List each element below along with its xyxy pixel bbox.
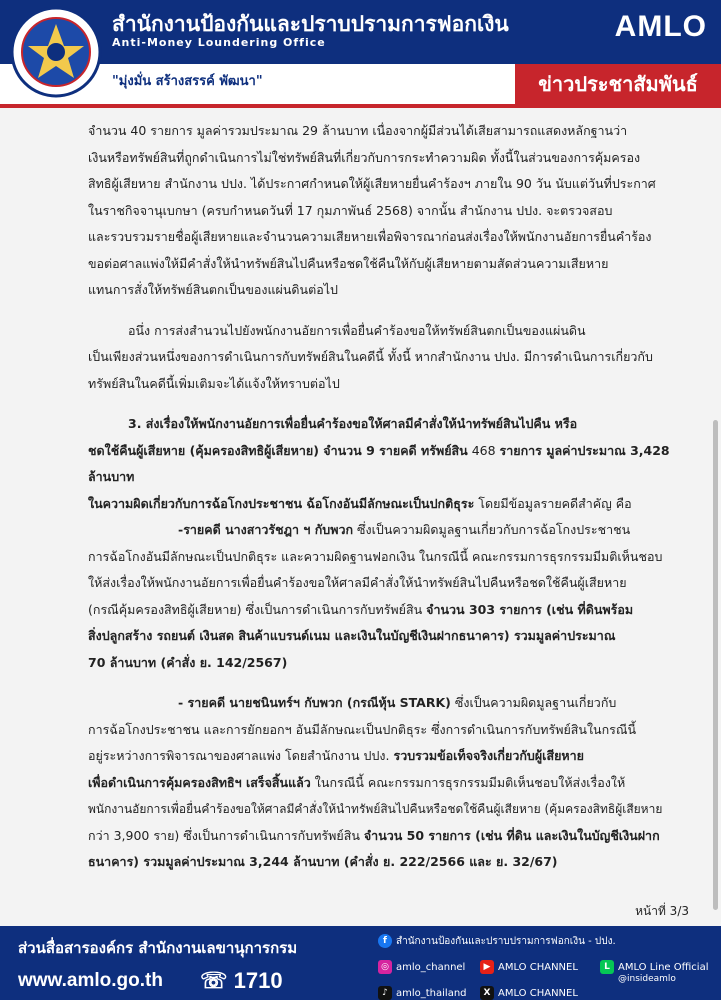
text-line: จำนวน 40 รายการ มูลค่ารวมประมาณ 29 ล้านบาท เนื่องจากผู้มีส่วนได้เสียสามารถแสดงหลักฐานว่า bbox=[88, 123, 628, 138]
text-line: แทนการสั่งให้ทรัพย์สินตกเป็นของแผ่นดินต่อไป bbox=[88, 282, 338, 297]
slogan: "มุ่งมั่น สร้างสรรค์ พัฒนา" bbox=[112, 74, 263, 89]
page-number: หน้าที่ 3/3 bbox=[635, 904, 689, 918]
header-divider bbox=[0, 104, 721, 108]
line-id: @insideamlo bbox=[618, 974, 676, 984]
line-link[interactable]: L AMLO Line Official bbox=[600, 960, 708, 974]
x-link[interactable]: X AMLO CHANNEL bbox=[480, 986, 578, 1000]
facebook-link[interactable]: f สำนักงานป้องกันและปราบปรามการฟอกเงิน - ปปง. bbox=[378, 934, 616, 949]
case-1: -รายคดี นางสาวรัชฎา ฯ กับพวก ซึ่งเป็นความผิดมูลฐานเกี่ยวกับการฉ้อโกงประชาชน การฉ้อโกงอันมีลักษณะเป็นปกติธุระ และความผิดฐานฟอกเงิน ในกรณีนี้ คณะกรรมการธุรกรรมมีมติเห็นชอบ ให้ส่งเรื่องให้พนักงานอัยการเพื่อยื่นคำร้องขอให้ศาลมีคำสั่งให้นำทรัพย์สินไปคืนหรือชดใช้คืนผู้เสียหาย (กรณีคุ้มครองสิทธิผู้เสียหาย) ซึ่งเป็นการดำเนินการกับทรัพย์สิน จำนวน 303 รายการ (เช่น ที่ดินพร้อม สิ่งปลูกสร้าง รถยนต์ เงินสด สินค้าแบรนด์เนม และเงินในบัญชีเงินฝากธนาคาร) รวมมูลค่าประมาณ 70 ล้านบาท (คำสั่ง ย. 142/2567) bbox=[88, 517, 688, 676]
youtube-icon: ▶ bbox=[480, 960, 494, 974]
text-line: พนักงานอัยการเพื่อยื่นคำร้องขอให้ศาลมีคำสั่งให้นำทรัพย์สินไปคืนหรือชดใช้คืนผู้เสียหาย (คุ้มครองสิทธิผู้เสียหาย bbox=[88, 802, 663, 816]
scrollbar[interactable] bbox=[713, 420, 718, 910]
footer-department: ส่วนสื่อสารองค์กร สำนักงานเลขานุการกรม bbox=[18, 939, 298, 957]
section-3: 3. ส่งเรื่องให้พนักงานอัยการเพื่อยื่นคำร้องขอให้ศาลมีคำสั่งให้นำทรัพย์สินไปคืน หรือ ชดใช้คืนผู้เสียหาย (คุ้มครองสิทธิผู้เสียหาย) จำนวน 9 รายคดี ทรัพย์สิน 468 รายการ มูลค่าประมาณ 3,428 ล้านบาท ในความผิดเกี่ยวกับการฉ้อโกงประชาชน ฉ้อโกงอันมีลักษณะเป็นปกติธุระ โดยมีข้อมูลรายคดีสำคัญ คือ bbox=[88, 416, 670, 511]
amlo-seal-icon bbox=[10, 6, 102, 98]
tiktok-icon: ♪ bbox=[378, 986, 392, 1000]
text-line: เงินหรือทรัพย์สินที่ถูกดำเนินการไม่ใช่ทรัพย์สินที่เกี่ยวกับการกระทำความผิด ทั้งนี้ในส่วนของการคุ้มครอง bbox=[88, 149, 641, 165]
text-line: ขอต่อศาลแพ่งให้มีคำสั่งให้นำทรัพย์สินไปคืนหรือชดใช้คืนให้กับผู้เสียหายตามสัดส่วนความเสียหาย bbox=[88, 255, 609, 271]
phone-icon: ☏ bbox=[200, 968, 234, 993]
text-line: อนึ่ง การส่งสำนวนไปยังพนักงานอัยการเพื่อยื่นคำร้องขอให้ทรัพย์สินตกเป็นของแผ่นดิน bbox=[128, 322, 586, 338]
facebook-icon: f bbox=[378, 934, 392, 948]
text-line: การฉ้อโกงอันมีลักษณะเป็นปกติธุระ และความผิดฐานฟอกเงิน ในกรณีนี้ คณะกรรมการธุรกรรมมีมติเห็นชอบ bbox=[88, 548, 663, 564]
tiktok-link[interactable]: ♪ amlo_thailand bbox=[378, 986, 467, 1000]
paragraph-2 bbox=[88, 318, 688, 398]
org-name-thai: สำนักงานป้องกันและปราบปรามการฟอกเงิน bbox=[112, 12, 509, 36]
line-icon: L bbox=[600, 960, 614, 974]
document-body bbox=[88, 118, 688, 876]
header bbox=[0, 0, 721, 108]
org-name-english: Anti-Money Loundering Office bbox=[112, 36, 326, 49]
section-3-heading: 3. ส่งเรื่องให้พนักงานอัยการเพื่อยื่นคำร้องขอให้ศาลมีคำสั่งให้นำทรัพย์สินไปคืน หรือ bbox=[128, 416, 578, 431]
case-1-title: -รายคดี นางสาวรัชฎา ฯ กับพวก bbox=[178, 522, 354, 537]
hotline-number: ☏ 1710 bbox=[200, 968, 283, 993]
x-icon: X bbox=[480, 986, 494, 1000]
brand-logo-text: AMLO bbox=[614, 10, 707, 43]
text-line: เป็นเพียงส่วนหนึ่งของการดำเนินการกับทรัพย์สินในคดีนี้ ทั้งนี้ หากสำนักงาน ปปง. มีการดำเนินการเกี่ยวกับ bbox=[88, 349, 653, 364]
case-2: - รายคดี นายชนินทร์ฯ กับพวก (กรณีหุ้น STARK) ซึ่งเป็นความผิดมูลฐานเกี่ยวกับ การฉ้อโกงประชาชน และการยักยอกฯ อันมีลักษณะเป็นปกติธุระ ซึ่งการดำเนินการกับทรัพย์สินในกรณีนี้ อยู่ระหว่างการพิจารณาของศาลแพ่ง โดยสำนักงาน ปปง. รวบรวมข้อเท็จจริงเกี่ยวกับผู้เสียหาย เพื่อดำเนินการคุ้มครองสิทธิฯ เสร็จสิ้นแล้ว ในกรณีนี้ คณะกรรมการธุรกรรมมีมติเห็นชอบให้ส่งเรื่องให้ พนักงานอัยการเพื่อยื่นคำร้องขอให้ศาลมีคำสั่งให้นำทรัพย์สินไปคืนหรือชดใช้คืนผู้เสียหาย (คุ้มครองสิทธิผู้เสียหาย กว่า 3,900 ราย) ซึ่งเป็นการดำเนินการกับทรัพย์สิน จำนวน 50 รายการ (เช่น ที่ดิน และเงินในบัญชีเงินฝาก ธนาคาร) รวมมูลค่าประมาณ 3,244 ล้านบาท (คำสั่ง ย. 222/2566 และ ย. 32/67) bbox=[88, 690, 688, 876]
text-line: ทรัพย์สินในคดีนี้เพิ่มเติมจะได้แจ้งให้ทราบต่อไป bbox=[88, 375, 340, 391]
paragraph-1 bbox=[88, 118, 688, 304]
youtube-link[interactable]: ▶ AMLO CHANNEL bbox=[480, 960, 578, 974]
social-links bbox=[378, 926, 721, 1000]
text-line: การฉ้อโกงประชาชน และการยักยอกฯ อันมีลักษณะเป็นปกติธุระ ซึ่งการดำเนินการกับทรัพย์สินในกรณีนี้ bbox=[88, 721, 637, 737]
text-line: และรวบรวมรายชื่อผู้เสียหายและจำนวนความเสียหายเพื่อพิจารณาก่อนส่งเรื่องให้พนักงานอัยการยื่นคำร้อง bbox=[88, 229, 652, 244]
text-line: ธนาคาร) รวมมูลค่าประมาณ 3,244 ล้านบาท (คำสั่ง ย. 222/2566 และ ย. 32/67) bbox=[88, 854, 558, 869]
text-line: 70 ล้านบาท (คำสั่ง ย. 142/2567) bbox=[88, 654, 288, 670]
footer bbox=[0, 926, 721, 1000]
text-line: สิ่งปลูกสร้าง รถยนต์ เงินสด สินค้าแบรนด์เนม และเงินในบัญชีเงินฝากธนาคาร) รวมมูลค่าประมาณ bbox=[88, 628, 616, 643]
website-link[interactable]: www.amlo.go.th bbox=[18, 970, 163, 991]
instagram-icon: ◎ bbox=[378, 960, 392, 974]
case-2-title: - รายคดี นายชนินทร์ฯ กับพวก (กรณีหุ้น STARK) bbox=[178, 695, 451, 710]
instagram-link[interactable]: ◎ amlo_channel bbox=[378, 960, 465, 974]
text-line: ในราชกิจจานุเบกษา (ครบกำหนดวันที่ 17 กุมภาพันธ์ 2568) จากนั้น สำนักงาน ปปง. จะตรวจสอบ bbox=[88, 202, 613, 218]
press-release-tag: ข่าวประชาสัมพันธ์ bbox=[515, 64, 721, 104]
text-line: ให้ส่งเรื่องให้พนักงานอัยการเพื่อยื่นคำร้องขอให้ศาลมีคำสั่งให้นำทรัพย์สินไปคืนหรือชดใช้คืนผู้เสียหาย bbox=[88, 575, 627, 590]
text-line: สิทธิผู้เสียหาย สำนักงาน ปปง. ได้ประกาศกำหนดให้ผู้เสียหายยื่นคำร้องฯ ภายใน 90 วัน นับแต่วันที่ประกาศ bbox=[88, 176, 656, 191]
